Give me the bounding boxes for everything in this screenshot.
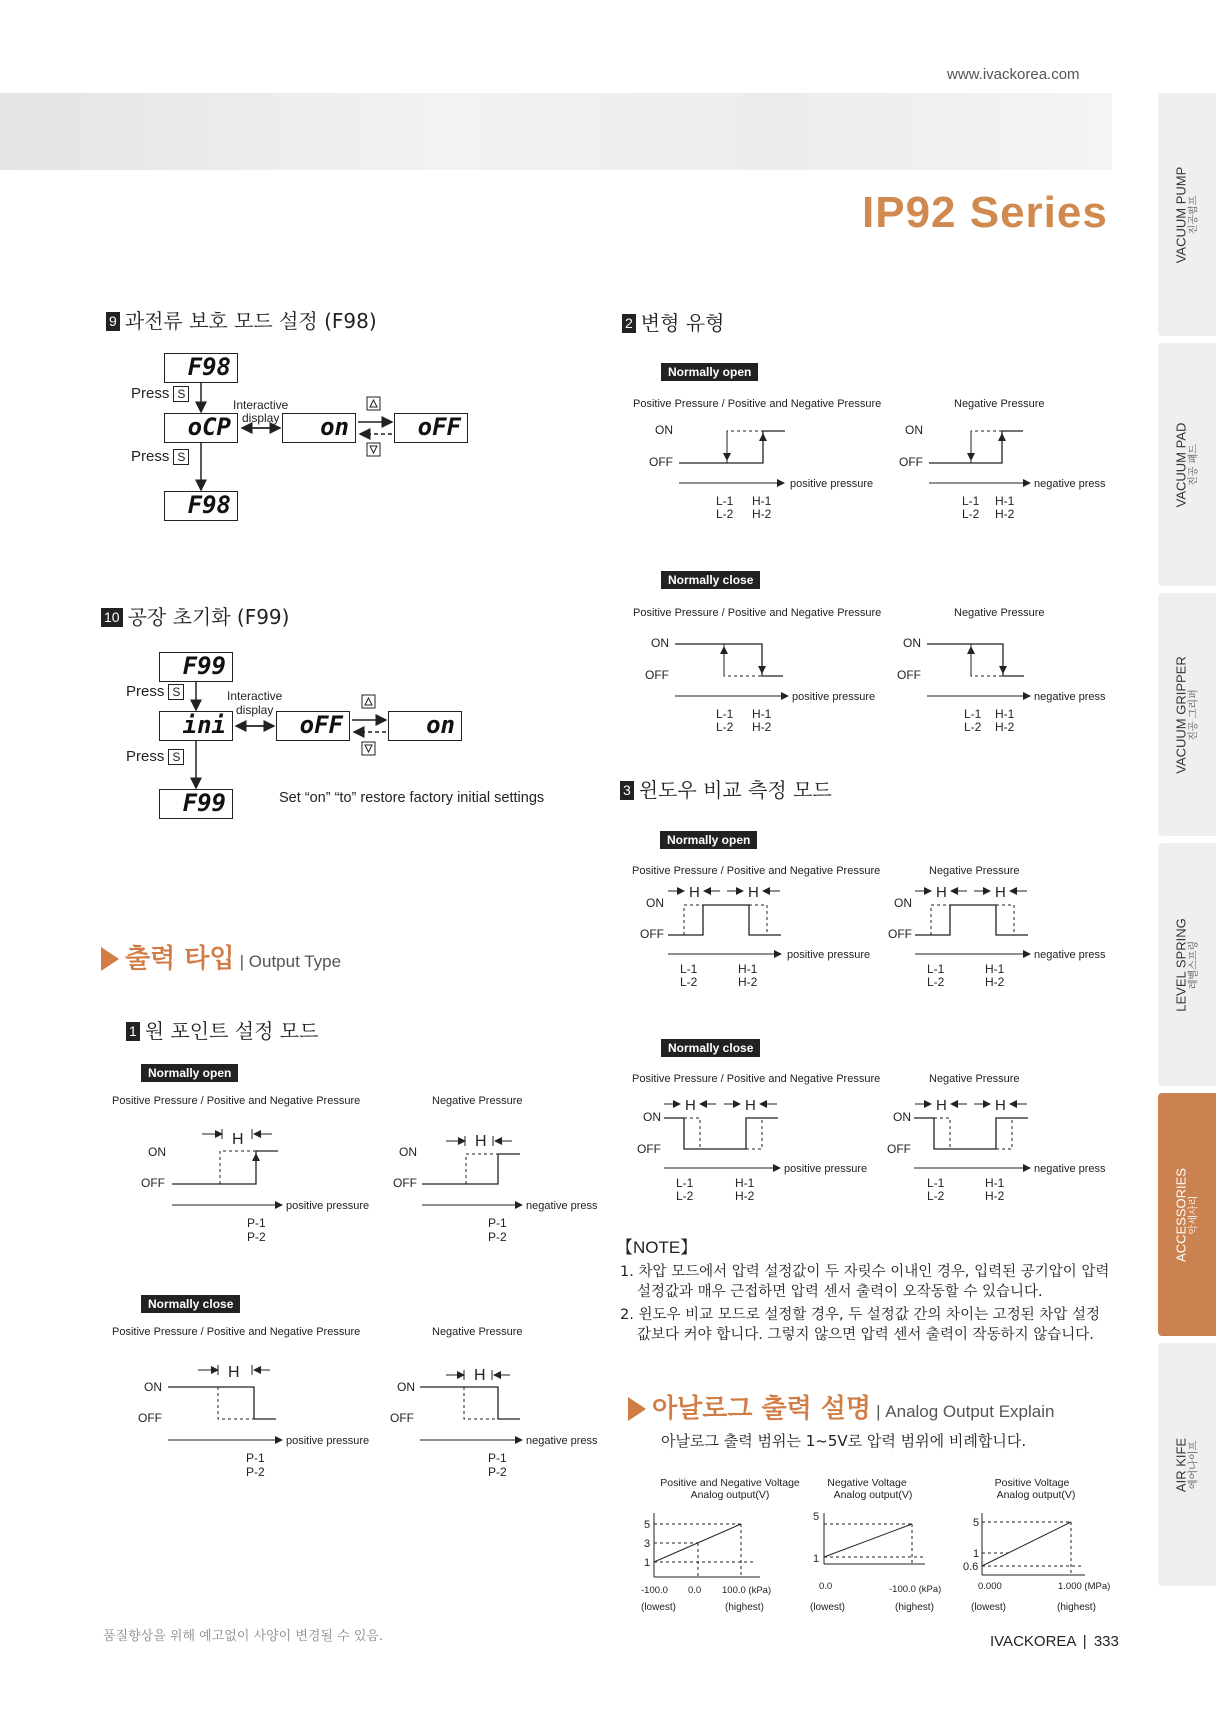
svg-text:H-1: H-1 bbox=[738, 962, 758, 976]
svg-text:positive pressure: positive pressure bbox=[790, 478, 874, 490]
onepoint-title: 원 포인트 설정 모드 bbox=[144, 1019, 319, 1043]
svg-text:-100.0: -100.0 bbox=[641, 1585, 668, 1596]
analog-chart-3 bbox=[963, 1477, 1110, 1613]
sec10-interactive-label: Interactive bbox=[227, 689, 283, 703]
svg-text:OFF: OFF bbox=[888, 927, 912, 941]
svg-text:H-2: H-2 bbox=[995, 507, 1015, 521]
svg-text:L-1: L-1 bbox=[962, 494, 980, 508]
svg-text:-100.0 (kPa): -100.0 (kPa) bbox=[889, 1584, 942, 1595]
svg-text:L-2: L-2 bbox=[964, 720, 982, 734]
svg-text:H-1: H-1 bbox=[752, 707, 772, 721]
svg-text:H-2: H-2 bbox=[752, 507, 772, 521]
svg-text:L-1: L-1 bbox=[676, 1176, 694, 1190]
svg-text:P-1: P-1 bbox=[488, 1216, 507, 1230]
svg-text:positive pressure: positive pressure bbox=[792, 691, 876, 703]
svg-text:1: 1 bbox=[973, 1548, 980, 1560]
svg-text:negative press: negative press bbox=[1034, 1163, 1106, 1175]
svg-text:OFF: OFF bbox=[138, 1411, 162, 1425]
svg-text:ON: ON bbox=[655, 423, 673, 437]
svg-text:0.0: 0.0 bbox=[819, 1581, 833, 1592]
onepoint-no-neg-title: Negative Pressure bbox=[432, 1095, 523, 1107]
s-key-icon: S bbox=[173, 449, 189, 465]
svg-text:ON: ON bbox=[646, 896, 664, 910]
svg-text:H: H bbox=[936, 884, 947, 901]
tab-label-ko: 레벨스프링 bbox=[1188, 940, 1200, 989]
win-no-tag: Normally open bbox=[660, 831, 757, 849]
svg-text:OFF: OFF bbox=[390, 1411, 414, 1425]
footer-sep: | bbox=[1082, 1633, 1087, 1650]
onepoint-nc-neg-title: Negative Pressure bbox=[432, 1326, 523, 1338]
sec10-lcd-top: F99 bbox=[159, 652, 233, 682]
svg-text:5: 5 bbox=[813, 1511, 820, 1523]
win-nc-neg-title: Negative Pressure bbox=[929, 1073, 1020, 1085]
svg-text:H-2: H-2 bbox=[985, 1189, 1005, 1203]
tab-label: VACUUM GRIPPER bbox=[1173, 655, 1189, 774]
svg-text:H: H bbox=[474, 1367, 486, 1384]
svg-text:(highest): (highest) bbox=[725, 1602, 764, 1613]
svg-text:(highest): (highest) bbox=[1057, 1602, 1096, 1613]
svg-text:L-2: L-2 bbox=[962, 507, 980, 521]
svg-text:Analog output(V): Analog output(V) bbox=[833, 1489, 913, 1501]
win-title: 윈도우 비교 측정 모드 bbox=[638, 778, 832, 802]
svg-text:H-2: H-2 bbox=[995, 720, 1015, 734]
svg-text:ON: ON bbox=[399, 1145, 417, 1159]
s-key-icon: S bbox=[168, 749, 184, 765]
svg-text:H: H bbox=[475, 1133, 487, 1150]
onepoint-no-pos-title: Positive Pressure / Positive and Negative Pressure bbox=[112, 1095, 361, 1107]
sec10-number: 10 bbox=[101, 608, 123, 627]
svg-text:positive pressure: positive pressure bbox=[787, 949, 871, 961]
svg-text:L-2: L-2 bbox=[927, 975, 945, 989]
svg-text:ON: ON bbox=[148, 1145, 166, 1159]
svg-text:H: H bbox=[748, 884, 759, 901]
sec9-interactive-label: Interactive bbox=[233, 398, 289, 412]
svg-text:Positive and Negative Voltage: Positive and Negative Voltage bbox=[660, 1477, 800, 1489]
onepoint-no-tag: Normally open bbox=[141, 1064, 238, 1082]
sec10-lcd-bottom: F99 bbox=[159, 789, 233, 819]
note-item-2: 2. 윈도우 비교 모드로 설정할 경우, 두 설정값 간의 차이는 고정된 차압 설정 bbox=[620, 1307, 1100, 1323]
svg-text:positive pressure: positive pressure bbox=[286, 1435, 370, 1447]
onepoint-nc-pos-title: Positive Pressure / Positive and Negative Pressure bbox=[112, 1326, 361, 1338]
win-nc-tag: Normally close bbox=[661, 1039, 760, 1057]
svg-text:ON: ON bbox=[651, 636, 669, 650]
svg-text:L-1: L-1 bbox=[927, 962, 945, 976]
svg-text:H: H bbox=[936, 1097, 947, 1114]
svg-text:OFF: OFF bbox=[640, 927, 664, 941]
svg-text:ON: ON bbox=[397, 1380, 415, 1394]
svg-text:5: 5 bbox=[973, 1517, 980, 1529]
tab-label: VACUUM PAD bbox=[1173, 422, 1189, 507]
onepoint-number: 1 bbox=[126, 1022, 140, 1041]
svg-text:H-1: H-1 bbox=[995, 707, 1015, 721]
svg-text:negative press: negative press bbox=[1034, 691, 1106, 703]
sec10-lcd-on: on bbox=[388, 711, 462, 741]
svg-text:L-2: L-2 bbox=[927, 1189, 945, 1203]
sec10-display-label: display bbox=[236, 703, 274, 717]
svg-text:OFF: OFF bbox=[897, 668, 921, 682]
press-label: Press bbox=[131, 385, 170, 402]
svg-text:H-1: H-1 bbox=[995, 494, 1015, 508]
svg-text:H-1: H-1 bbox=[752, 494, 772, 508]
note-item-1: 1. 차압 모드에서 압력 설정값이 두 자릿수 이내인 경우, 입력된 공기압이 압력 bbox=[620, 1264, 1110, 1280]
svg-text:0.000: 0.000 bbox=[978, 1581, 1002, 1592]
analog-subtitle: | Analog Output Explain bbox=[876, 1402, 1055, 1421]
hys-nc-pos-title: Positive Pressure / Positive and Negative Pressure bbox=[633, 607, 882, 619]
svg-text:OFF: OFF bbox=[637, 1142, 661, 1156]
svg-text:L-1: L-1 bbox=[716, 494, 734, 508]
svg-text:H-1: H-1 bbox=[985, 1176, 1005, 1190]
svg-text:H-2: H-2 bbox=[752, 720, 772, 734]
sec10-lcd-mid: ini bbox=[159, 711, 233, 741]
svg-text:H: H bbox=[232, 1131, 244, 1148]
sec9-display-label: display bbox=[242, 411, 280, 425]
svg-text:H-2: H-2 bbox=[735, 1189, 755, 1203]
svg-text:100.0 (kPa): 100.0 (kPa) bbox=[722, 1585, 772, 1596]
svg-text:(lowest): (lowest) bbox=[641, 1602, 677, 1613]
svg-text:ON: ON bbox=[894, 896, 912, 910]
svg-text:Negative Voltage: Negative Voltage bbox=[827, 1477, 907, 1489]
svg-text:L-1: L-1 bbox=[680, 962, 698, 976]
win-nc-pos-title: Positive Pressure / Positive and Negative Pressure bbox=[632, 1073, 881, 1085]
svg-text:(lowest): (lowest) bbox=[971, 1602, 1007, 1613]
svg-text:Analog output(V): Analog output(V) bbox=[996, 1489, 1076, 1501]
svg-text:OFF: OFF bbox=[887, 1142, 911, 1156]
win-number: 3 bbox=[620, 781, 634, 800]
sec9-lcd-off: oFF bbox=[394, 413, 468, 443]
tab-label-ko: 진공 그리퍼 bbox=[1188, 688, 1200, 741]
sec9-number: 9 bbox=[106, 312, 120, 331]
svg-text:H-2: H-2 bbox=[985, 975, 1005, 989]
note-item-1b: 설정값과 매우 근접하면 압력 센서 출력이 오작동할 수 있습니다. bbox=[637, 1284, 1043, 1300]
sec10-lcd-off: oFF bbox=[276, 711, 350, 741]
tab-label-ko: 진공 패드 bbox=[1188, 443, 1200, 486]
hys-nc-tag: Normally close bbox=[661, 571, 760, 589]
page-number: 333 bbox=[1093, 1633, 1119, 1650]
hys-no-tag: Normally open bbox=[661, 363, 758, 381]
svg-text:L-1: L-1 bbox=[927, 1176, 945, 1190]
win-no-pos-title: Positive Pressure / Positive and Negative Pressure bbox=[632, 865, 881, 877]
footer-page bbox=[990, 1633, 1119, 1650]
svg-text:3: 3 bbox=[644, 1538, 651, 1550]
svg-text:1.000 (MPa): 1.000 (MPa) bbox=[1058, 1581, 1111, 1592]
tab-label: AIR KIFE bbox=[1173, 1437, 1189, 1492]
footer-brand: IVACKOREA bbox=[990, 1633, 1076, 1650]
svg-text:L-2: L-2 bbox=[716, 507, 734, 521]
svg-text:Positive Voltage: Positive Voltage bbox=[994, 1477, 1070, 1489]
tab-label: LEVEL SPRING bbox=[1173, 917, 1189, 1012]
svg-text:1: 1 bbox=[813, 1553, 820, 1565]
svg-text:P-2: P-2 bbox=[246, 1465, 265, 1479]
svg-text:H-2: H-2 bbox=[738, 975, 758, 989]
win-no-neg-title: Negative Pressure bbox=[929, 865, 1020, 877]
svg-text:L-2: L-2 bbox=[680, 975, 698, 989]
svg-text:negative press: negative press bbox=[1034, 949, 1106, 961]
svg-text:0.0: 0.0 bbox=[688, 1585, 702, 1596]
svg-text:ON: ON bbox=[144, 1380, 162, 1394]
svg-text:P-2: P-2 bbox=[247, 1230, 266, 1244]
hys-title: 변형 유형 bbox=[640, 311, 725, 335]
svg-text:OFF: OFF bbox=[645, 668, 669, 682]
tab-label: ACCESSORIES bbox=[1173, 1167, 1189, 1262]
svg-text:P-2: P-2 bbox=[488, 1230, 507, 1244]
tab-label: VACUUM PUMP bbox=[1173, 166, 1189, 263]
svg-text:L-1: L-1 bbox=[716, 707, 734, 721]
svg-text:L-2: L-2 bbox=[716, 720, 734, 734]
svg-text:H: H bbox=[689, 884, 700, 901]
hys-no-pos-title: Positive Pressure / Positive and Negative Pressure bbox=[633, 398, 882, 410]
svg-text:Analog output(V): Analog output(V) bbox=[690, 1489, 770, 1501]
tab-label-ko: 에어나이프 bbox=[1188, 1440, 1200, 1489]
svg-text:0.6: 0.6 bbox=[963, 1561, 979, 1573]
sec10-title: 공장 초기화 (F99) bbox=[127, 605, 290, 629]
svg-text:P-2: P-2 bbox=[488, 1465, 507, 1479]
website-url: www.ivackorea.com bbox=[947, 66, 1080, 83]
analog-chart-1 bbox=[641, 1477, 800, 1613]
tab-label-ko: 악세사리 bbox=[1188, 1195, 1200, 1234]
analog-title: 아날로그 출력 설명 bbox=[652, 1394, 872, 1424]
hys-nc-neg-title: Negative Pressure bbox=[954, 607, 1045, 619]
svg-text:OFF: OFF bbox=[899, 455, 923, 469]
svg-text:1: 1 bbox=[644, 1557, 651, 1569]
sec9-lcd-on: on bbox=[282, 413, 356, 443]
svg-text:OFF: OFF bbox=[141, 1176, 165, 1190]
note-item-2b: 값보다 커야 합니다. 그렇지 않으면 압력 센서 출력이 작동하지 않습니다. bbox=[637, 1327, 1094, 1343]
analog-desc: 아날로그 출력 범위는 1~5V로 압력 범위에 비례합니다. bbox=[661, 1432, 1027, 1450]
svg-text:ON: ON bbox=[893, 1110, 911, 1124]
sec9-lcd-mid: oCP bbox=[164, 413, 238, 443]
svg-text:P-1: P-1 bbox=[246, 1451, 265, 1465]
svg-text:OFF: OFF bbox=[649, 455, 673, 469]
svg-text:ON: ON bbox=[903, 636, 921, 650]
output-title: 출력 타입 bbox=[125, 944, 235, 974]
press-label: Press bbox=[126, 748, 165, 765]
s-key-icon: S bbox=[173, 386, 189, 402]
svg-text:L-1: L-1 bbox=[964, 707, 982, 721]
output-subtitle: | Output Type bbox=[239, 952, 342, 971]
press-label: Press bbox=[126, 683, 165, 700]
svg-text:H: H bbox=[685, 1097, 696, 1114]
svg-text:ON: ON bbox=[643, 1110, 661, 1124]
hys-no-neg-title: Negative Pressure bbox=[954, 398, 1045, 410]
onepoint-nc-tag: Normally close bbox=[141, 1295, 240, 1313]
hys-number: 2 bbox=[622, 314, 636, 333]
press-label: Press bbox=[131, 448, 170, 465]
svg-text:P-1: P-1 bbox=[488, 1451, 507, 1465]
svg-text:P-1: P-1 bbox=[247, 1216, 266, 1230]
sec10-note: Set “on” “to” restore factory initial settings bbox=[279, 790, 545, 806]
svg-text:negative press: negative press bbox=[526, 1200, 598, 1212]
sec9-title: 과전류 보호 모드 설정 (F98) bbox=[124, 309, 377, 333]
svg-text:ON: ON bbox=[905, 423, 923, 437]
svg-text:positive pressure: positive pressure bbox=[286, 1200, 370, 1212]
footer-disclaimer: 품질향상을 위해 예고없이 사양이 변경될 수 있음. bbox=[103, 1629, 384, 1644]
svg-text:H: H bbox=[995, 1097, 1006, 1114]
svg-text:H: H bbox=[995, 884, 1006, 901]
tab-label-ko: 진공펌프 bbox=[1188, 195, 1200, 234]
svg-text:negative press: negative press bbox=[526, 1435, 598, 1447]
svg-text:H: H bbox=[228, 1364, 240, 1381]
analog-chart-2 bbox=[810, 1477, 941, 1613]
svg-text:H-1: H-1 bbox=[735, 1176, 755, 1190]
series-title: IP92 Series bbox=[862, 188, 1108, 237]
s-key-icon: S bbox=[168, 684, 184, 700]
svg-text:5: 5 bbox=[644, 1519, 651, 1531]
svg-text:positive pressure: positive pressure bbox=[784, 1163, 868, 1175]
note-title: 【NOTE】 bbox=[616, 1238, 698, 1257]
svg-text:H: H bbox=[745, 1097, 756, 1114]
sec9-lcd-top: F98 bbox=[164, 353, 238, 383]
sec9-lcd-bottom: F98 bbox=[164, 491, 238, 521]
svg-text:(lowest): (lowest) bbox=[810, 1602, 846, 1613]
svg-text:L-2: L-2 bbox=[676, 1189, 694, 1203]
svg-text:H-1: H-1 bbox=[985, 962, 1005, 976]
svg-text:(highest): (highest) bbox=[895, 1602, 934, 1613]
svg-text:negative press: negative press bbox=[1034, 478, 1106, 490]
svg-text:OFF: OFF bbox=[393, 1176, 417, 1190]
